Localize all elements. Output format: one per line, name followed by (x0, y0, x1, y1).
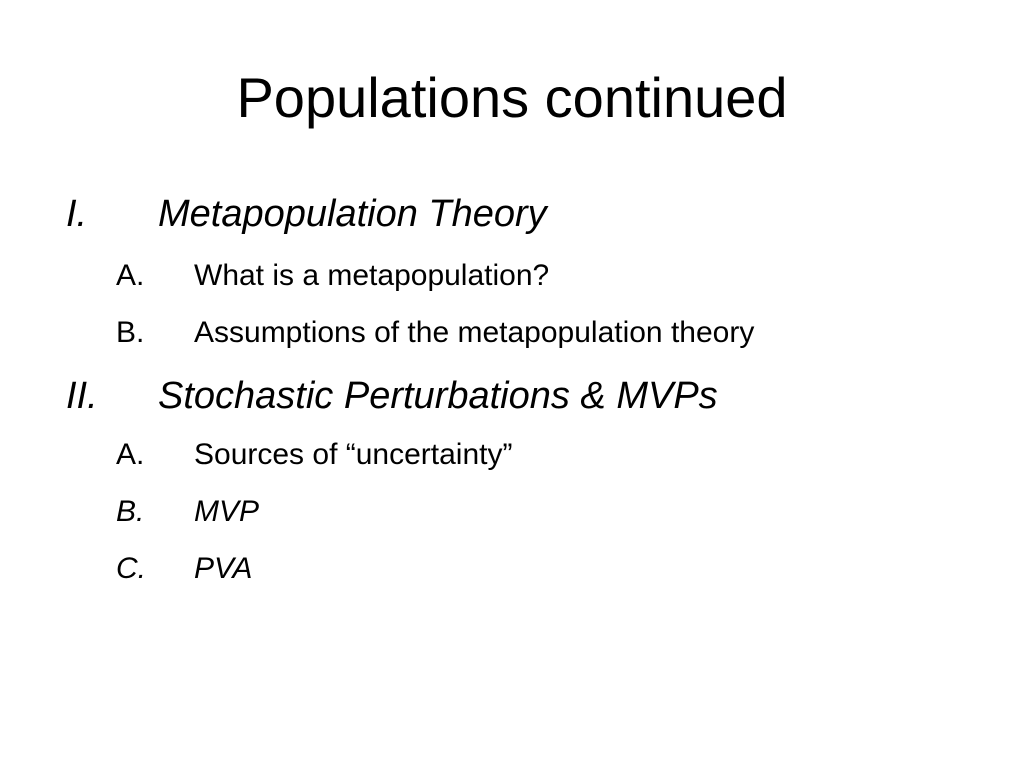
outline-text: Stochastic Perturbations & MVPs (158, 375, 718, 417)
outline-marker: A. (116, 438, 145, 471)
outline-text: What is a metapopulation? (194, 259, 550, 292)
slide-title: Populations continued (236, 66, 788, 129)
outline-text: MVP (194, 495, 260, 528)
outline-text: Metapopulation Theory (158, 193, 547, 235)
outline-text: PVA (194, 552, 253, 585)
outline-marker: B. (116, 495, 145, 528)
outline-marker: A. (116, 259, 145, 292)
outline-marker: B. (116, 316, 145, 349)
outline-marker: I. (66, 193, 88, 235)
outline-marker: C. (116, 552, 146, 585)
outline-text: Sources of “uncertainty” (194, 438, 513, 471)
outline-marker: II. (66, 375, 98, 417)
outline-text: Assumptions of the metapopulation theory (194, 316, 755, 349)
